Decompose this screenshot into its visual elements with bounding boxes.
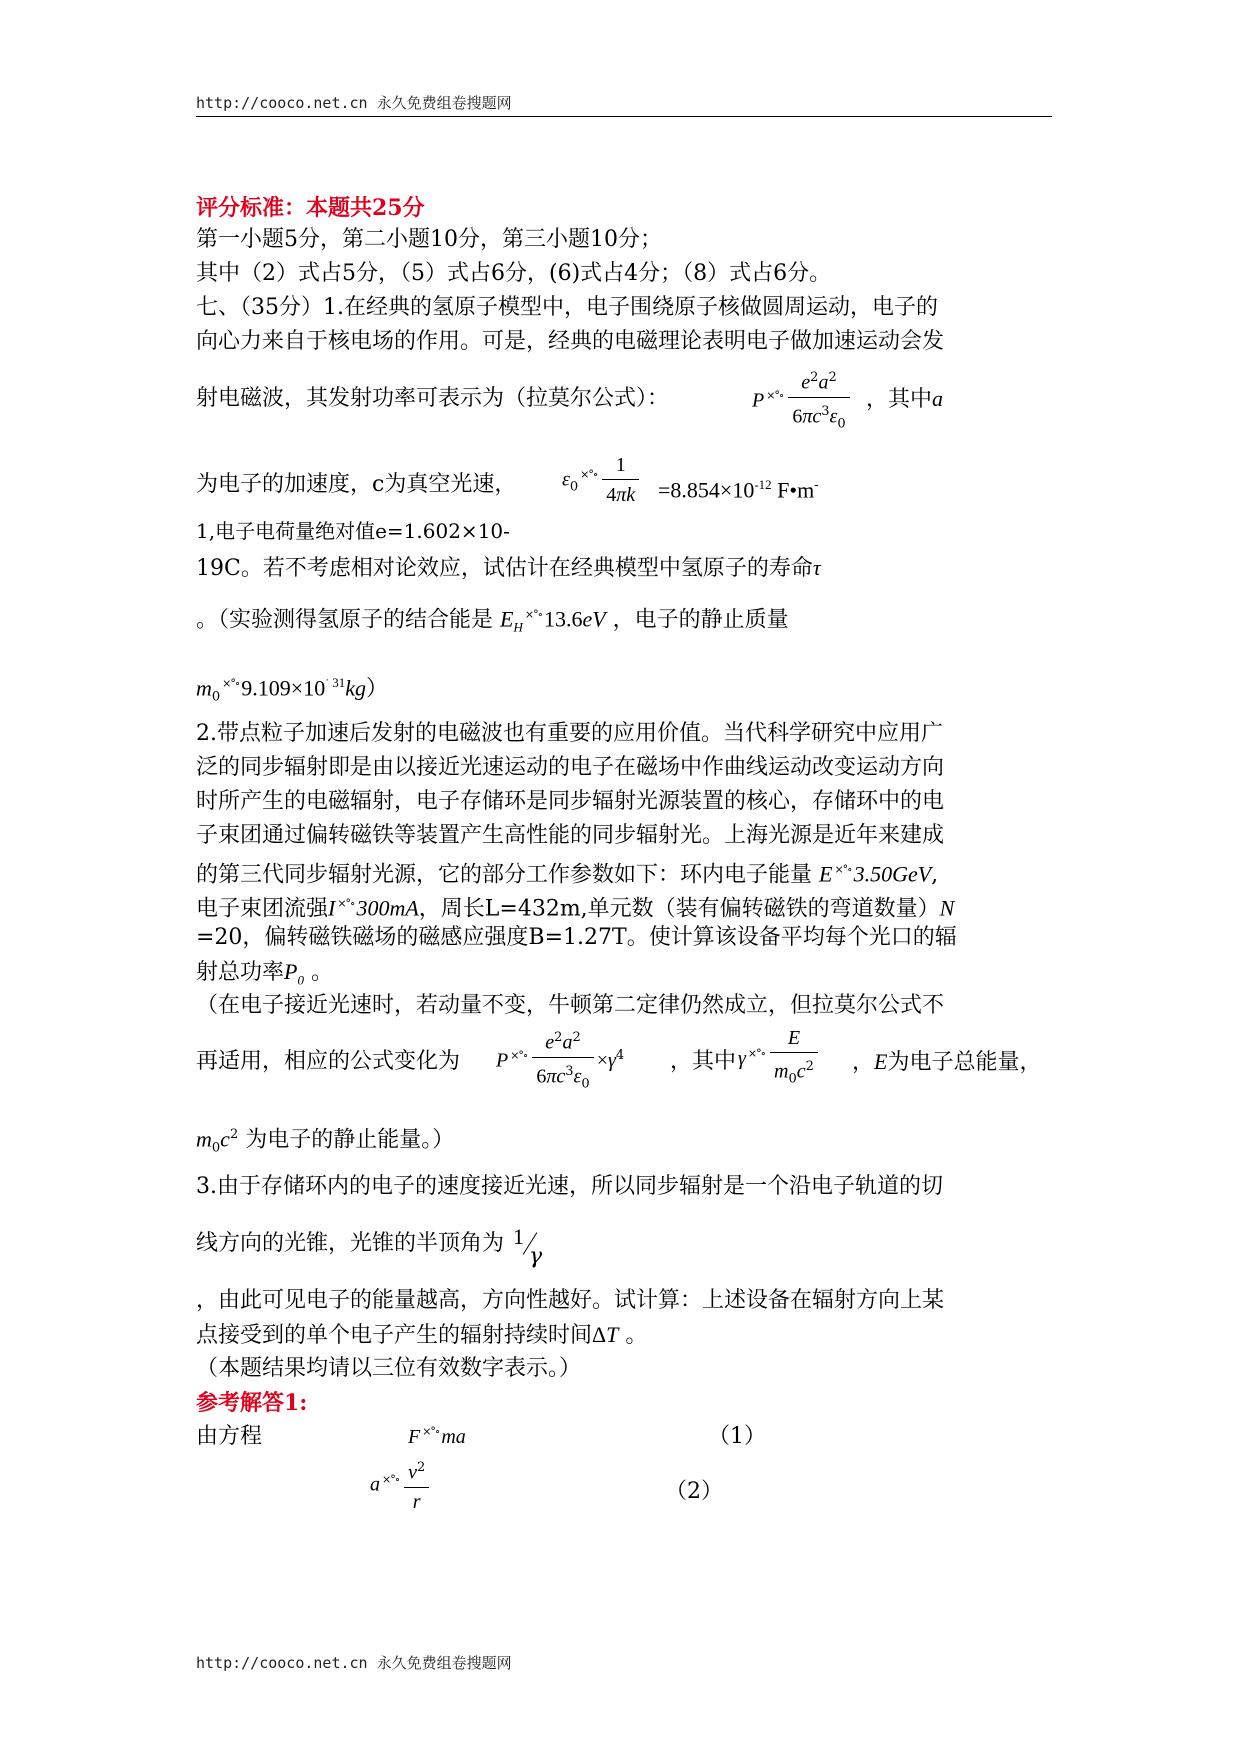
mass-close: ） <box>365 676 388 702</box>
q7-line-1: 七、（35分）1.在经典的氢原子模型中，电子围绕原子核做圆周运动，电子的 <box>196 295 938 320</box>
equation-2: a ×°∘ $\frac{v^2}{r}$ <box>370 1455 432 1515</box>
q3-line-2-text: 线方向的光锥，光锥的半顶角为 <box>196 1231 505 1256</box>
energy-value: 3.50GeV <box>853 861 932 887</box>
q7-line-6: 19C。若不考虑相对论效应，试估计在经典模型中氢原子的寿命τ <box>196 555 821 581</box>
q7-line-3-where: ，其中 <box>866 387 933 412</box>
q2-line-10-end: ，E为电子总能量， <box>852 1049 1042 1075</box>
epsilon-exponent: -12 <box>754 477 772 492</box>
q7-line-7: 。（实验测得氢原子的结合能是 $E_H^{\times^\circ\circ}13.6eV$ ，电子的静止质量 <box>196 606 789 635</box>
q2-line-7: =20，偏转磁铁磁场的磁感应强度B=1.27T。使计算该设备平均每个光口的辐 <box>196 925 957 950</box>
q3-line-2 <box>196 1222 545 1269</box>
q2-line-6-text: 电子束团流强 <box>196 896 329 922</box>
grading-line-1: 第一小题5分，第二小题10分，第三小题10分； <box>196 227 662 252</box>
mass-value: 9.109×10 <box>241 675 326 701</box>
q7-line-4: 为电子的加速度，c为真空光速， <box>196 472 517 497</box>
answer-lead: 由方程 <box>196 1424 263 1449</box>
grading-line-2: 其中（2）式占5分，（5）式占6分，(6)式占4分；（8）式占6分。 <box>196 261 832 286</box>
q2-line-9: （在电子接近光速时，若动量不变，牛顿第二定律仍然成立，但拉莫尔公式不 <box>196 993 945 1018</box>
q2-line-2: 泛的同步辐射即是由以接近光速运动的电子在磁场中作曲线运动改变运动方向 <box>196 755 945 780</box>
q7-line-7-end: ，电子的静止质量 <box>612 607 789 633</box>
mass-exponent: 31 <box>332 675 346 690</box>
q7-line-5: 1,电子电荷量绝对值e=1.602×10- <box>196 519 510 543</box>
equation-2-number: （2） <box>665 1479 723 1504</box>
page-footer: http://cooco.net.cn 永久免费组卷搜题网 <box>196 1654 512 1672</box>
relativistic-formula: P ×°∘ $\frac{e^2a^2}{6\pi c^3\varepsilon_0}$ $\times\gamma^4$ <box>496 1025 624 1097</box>
q3-line-1: 3.由于存储环内的电子的速度接近光速，所以同步辐射是一个沿电子轨道的切 <box>196 1174 943 1199</box>
q2-line-10-where <box>670 1047 736 1077</box>
equation-1: F ×°∘ ma <box>408 1425 466 1448</box>
larmor-formula: P ×°∘ $\frac{e^2a^2}{6\pi c^3\varepsilon_0}$ <box>752 365 853 437</box>
q2-line-11-text: 为电子的静止能量。） <box>245 1127 455 1153</box>
q2-line-10-end-text: 为电子总能量， <box>887 1050 1042 1075</box>
grading-title: 评分标准：本题共25分 <box>196 195 425 221</box>
q7-line-2: 向心力来自于核电场的作用。可是，经典的电磁理论表明电子做加速运动会发 <box>196 329 945 354</box>
q2-line-8: 射总功率$P_0$ 。 <box>196 959 333 988</box>
epsilon-unit: F•m <box>771 477 815 503</box>
unit-exponent-sign: - <box>814 478 819 493</box>
mass-unit: kg <box>345 675 366 701</box>
q3-line-3: ，由此可见电子的能量越高，方向性越好。试计算：上述设备在辐射方向上某 <box>196 1288 945 1313</box>
q3-line-5: （本题结果均请以三位有效数字表示。） <box>196 1356 582 1381</box>
q2-line-5-text: 的第三代同步辐射光源，它的部分工作参数如下：环内电子能量 <box>196 862 813 888</box>
answer-title: 参考解答1: <box>196 1390 308 1416</box>
epsilon-value <box>658 470 819 506</box>
equation-1-number: （1） <box>708 1424 766 1449</box>
q2-line-11: $m_0c^2$ 为电子的静止能量。） <box>196 1126 455 1156</box>
page-header: http://cooco.net.cn 永久免费组卷搜题网 <box>196 94 512 112</box>
q2-line-10: 再适用，相应的公式变化为 <box>196 1049 461 1074</box>
q3-line-4: 点接受到的单个电子产生的辐射持续时间ΔT 。 <box>196 1322 648 1348</box>
q2-line-10-where-text: ，其中 <box>670 1049 737 1074</box>
q2-line-8-text: 射总功率 <box>196 960 285 985</box>
epsilon-value-text: =8.854×10 <box>658 477 755 503</box>
q2-line-1: 2.带点粒子加速后发射的电磁波也有重要的应用价值。当代科学研究中应用广 <box>196 721 943 746</box>
q2-line-5: 的第三代同步辐射光源，它的部分工作参数如下：环内电子能量 E ×°∘3.50GeV, <box>196 861 939 888</box>
q7-line-3-text: 射电磁波，其发射功率可表示为（拉莫尔公式）： <box>196 386 670 411</box>
q2-line-6: 电子束团流强I ×°∘300mA，周长L=432m,单元数（装有偏转磁铁的弯道数量）N <box>196 895 955 922</box>
header-rule <box>196 116 1052 117</box>
epsilon-formula: $\varepsilon_0^{\times^\circ\circ}$ $\frac{1}{4\pi k}$ <box>562 452 642 508</box>
q7-line-8: $m_0^{\times^\circ\circ}9.109\times 10^˙$ $^{31}$kg） <box>196 675 388 705</box>
q3-line-4-text: 点接受到的单个电子产生的辐射持续时间 <box>196 1323 593 1348</box>
current-value: 300mA <box>356 895 419 921</box>
q2-line-3: 时所产生的电磁辐射，电子存储环是同步辐射光源装置的核心，存储环中的电 <box>196 789 945 814</box>
q2-line-6-end: ，周长L=432m,单元数（装有偏转磁铁的弯道数量） <box>418 896 940 922</box>
q2-line-4: 子束团通过偏转磁铁等装置产生高性能的同步辐射光。上海光源是近年来建成 <box>196 823 945 848</box>
q7-line-3-end: ，其中a <box>866 386 944 412</box>
q7-line-6-text: 19C。若不考虑相对论效应，试估计在经典模型中氢原子的寿命 <box>196 556 813 581</box>
q7-line-3 <box>196 384 669 414</box>
gamma-formula: γ ×°∘ $\frac{E}{m_0c^2}$ <box>738 1025 821 1093</box>
q7-line-7-text: 。（实验测得氢原子的结合能是 <box>196 607 494 633</box>
one-over-gamma: 1 γ <box>513 1224 543 1269</box>
